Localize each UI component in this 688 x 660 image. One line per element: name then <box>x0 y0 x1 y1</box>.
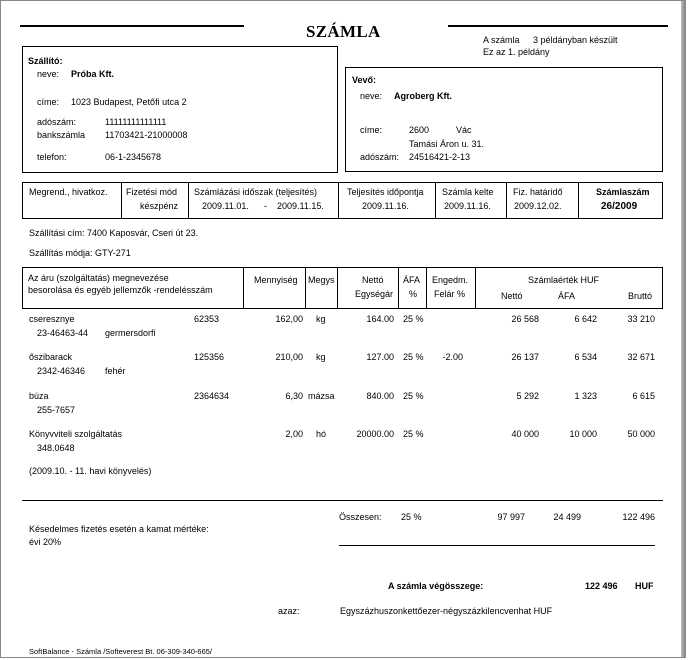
supplier-name: Próba Kft. <box>71 69 115 79</box>
title-line-left <box>20 25 244 27</box>
billing-note: (2009.10. - 11. havi könyvelés) <box>29 466 152 476</box>
supplier-box <box>22 46 338 173</box>
item-gross: 50 000 <box>627 429 655 439</box>
order-label: Megrend., hivatkoz. <box>29 187 108 197</box>
due-label: Fiz. határidő <box>513 187 563 197</box>
item-price: 164.00 <box>366 314 394 324</box>
col-net-price-line2: Egységár <box>355 289 394 299</box>
summary-net: 97 997 <box>497 512 525 522</box>
col-desc-line2: besorolása és egyéb jellemzők -rendelésszám <box>28 285 213 295</box>
title-line-right <box>448 25 668 27</box>
item-order: 62353 <box>194 314 220 324</box>
items-divider <box>243 267 244 309</box>
item-net: 26 568 <box>511 314 539 324</box>
late-fee-line1: Késedelmes fizetés esetén a kamat mértéke: <box>29 524 209 534</box>
buyer-heading: Vevő: <box>352 75 377 85</box>
col-vat-line1: ÁFA <box>403 275 421 285</box>
summary-gross: 122 496 <box>622 512 655 522</box>
item-net: 26 137 <box>511 352 539 362</box>
copies-line1b: 3 példányban készült <box>533 35 618 45</box>
item-code: 255-7657 <box>37 405 76 415</box>
supplier-heading: Szállító: <box>28 56 63 66</box>
invoice-number-label: Számlaszám <box>596 187 650 197</box>
item-name: búza <box>29 391 49 401</box>
item-vat: 25 % <box>403 429 424 439</box>
buyer-name-label: neve: <box>360 91 383 101</box>
item-code: 2342-46346 <box>37 366 86 376</box>
item-code: 23-46463-44 <box>37 328 89 338</box>
item-name: cseresznye <box>29 314 75 324</box>
supplier-address: 1023 Budapest, Petőfi utca 2 <box>71 97 187 107</box>
item-extra: fehér <box>105 366 126 376</box>
item-unit: hó <box>316 429 327 439</box>
period-from: 2009.11.01. <box>202 201 249 211</box>
item-net: 5 292 <box>516 391 539 401</box>
item-vat-value: 6 534 <box>574 352 597 362</box>
item-vat-value: 1 323 <box>574 391 597 401</box>
info-divider <box>338 182 339 219</box>
item-qty: 210,00 <box>275 352 303 362</box>
payment-value: készpénz <box>140 201 179 211</box>
copies-line1a: A számla <box>483 35 520 45</box>
period-label: Számlázási időszak (teljesítés) <box>194 187 318 197</box>
copies-line2: Ez az 1. példány <box>483 47 550 57</box>
supplier-address-label: címe: <box>37 97 60 107</box>
item-unit: kg <box>316 352 326 362</box>
item-unit: kg <box>316 314 326 324</box>
item-name: Könyvviteli szolgáltatás <box>29 429 123 439</box>
supplier-bank: 11703421-21000008 <box>105 130 188 140</box>
col-vat-line2: % <box>409 289 418 299</box>
item-vat: 25 % <box>403 352 424 362</box>
due-value: 2009.12.02. <box>514 201 562 211</box>
item-gross: 33 210 <box>627 314 655 324</box>
amount-words-label: azaz: <box>278 606 300 616</box>
fulfil-value: 2009.11.16. <box>362 201 409 211</box>
col-net-price-line1: Nettó <box>362 275 384 285</box>
issue-value: 2009.11.16. <box>444 201 491 211</box>
grand-total-currency: HUF <box>635 581 654 591</box>
items-divider <box>305 267 306 309</box>
issue-label: Számla kelte <box>442 187 494 197</box>
col-discount-line1: Engedm. <box>432 275 469 285</box>
summary-label: Összesen: <box>339 512 382 522</box>
col-desc-line1: Az áru (szolgáltatás) megnevezése <box>28 273 169 283</box>
item-price: 840.00 <box>366 391 394 401</box>
col-gross: Bruttó <box>628 291 653 301</box>
supplier-bank-label: bankszámla <box>37 130 86 140</box>
info-divider <box>435 182 436 219</box>
item-order: 125356 <box>194 352 225 362</box>
buyer-street: Tamási Áron u. 31. <box>409 139 485 149</box>
info-divider <box>578 182 579 219</box>
payment-label: Fizetési mód <box>126 187 178 197</box>
period-to: 2009.11.15. <box>277 201 324 211</box>
supplier-tax: 11111111111111 <box>105 117 167 127</box>
period-dash: - <box>264 201 267 211</box>
item-gross: 32 671 <box>627 352 655 362</box>
item-vat-value: 6 642 <box>574 314 597 324</box>
item-qty: 2,00 <box>285 429 303 439</box>
buyer-name: Agroberg Kft. <box>394 91 452 101</box>
supplier-tax-label: adószám: <box>37 117 77 127</box>
page-title: SZÁMLA <box>306 22 381 41</box>
info-divider <box>121 182 122 219</box>
col-value-header: Számlaérték HUF <box>528 275 600 285</box>
buyer-zip: 2600 <box>409 125 430 135</box>
supplier-phone-label: telefon: <box>37 152 67 162</box>
buyer-address-label: címe: <box>360 125 383 135</box>
shipping-method: Szállítás módja: GTY-271 <box>29 248 131 258</box>
summary-top-line <box>22 500 663 501</box>
item-extra: germersdorfi <box>105 328 156 338</box>
items-divider <box>398 267 399 309</box>
item-vat-value: 10 000 <box>569 429 597 439</box>
item-price: 20000.00 <box>356 429 394 439</box>
items-divider <box>426 267 427 309</box>
supplier-name-label: neve: <box>37 69 60 79</box>
summary-vat-value: 24 499 <box>553 512 581 522</box>
amount-words: Egyszázhuszonkettőezer-négyszázkilencvenhat HUF <box>340 606 553 616</box>
invoice-number: 26/2009 <box>601 201 638 212</box>
item-vat: 25 % <box>403 391 424 401</box>
info-divider <box>188 182 189 219</box>
shipping-address: Szállítási cím: 7400 Kaposvár, Cseri út 23. <box>29 228 199 238</box>
item-unit: mázsa <box>308 391 335 401</box>
items-divider <box>475 267 476 309</box>
col-vat-value: ÁFA <box>558 291 576 301</box>
fulfil-label: Teljesítés időpontja <box>347 187 424 197</box>
col-net: Nettó <box>501 291 523 301</box>
info-box <box>22 182 663 219</box>
col-qty: Mennyiség <box>254 275 298 285</box>
grand-total-label: A számla végösszege: <box>388 581 484 591</box>
buyer-tax: 24516421-2-13 <box>409 152 471 162</box>
item-net: 40 000 <box>511 429 539 439</box>
item-name: őszibarack <box>29 352 73 362</box>
item-vat: 25 % <box>403 314 424 324</box>
buyer-tax-label: adószám: <box>360 152 400 162</box>
grand-total-amount: 122 496 <box>585 581 618 591</box>
item-price: 127.00 <box>366 352 394 362</box>
item-qty: 6,30 <box>285 391 303 401</box>
item-order: 2364634 <box>194 391 230 401</box>
supplier-phone: 06-1-2345678 <box>105 152 162 162</box>
item-code: 348.0648 <box>37 443 75 453</box>
item-discount: -2.00 <box>442 352 463 362</box>
late-fee-line2: évi 20% <box>29 537 62 547</box>
footer-text: SoftBalance - Számla /Softeverest Bt. 06-309-340-665/ <box>29 647 213 656</box>
summary-vat: 25 % <box>401 512 422 522</box>
col-discount-line2: Felár % <box>434 289 466 299</box>
summary-bottom-line <box>339 545 655 546</box>
info-divider <box>506 182 507 219</box>
item-gross: 6 615 <box>632 391 655 401</box>
buyer-city: Vác <box>456 125 472 135</box>
items-divider <box>337 267 338 309</box>
col-unit: Megys <box>308 275 335 285</box>
item-qty: 162,00 <box>275 314 303 324</box>
